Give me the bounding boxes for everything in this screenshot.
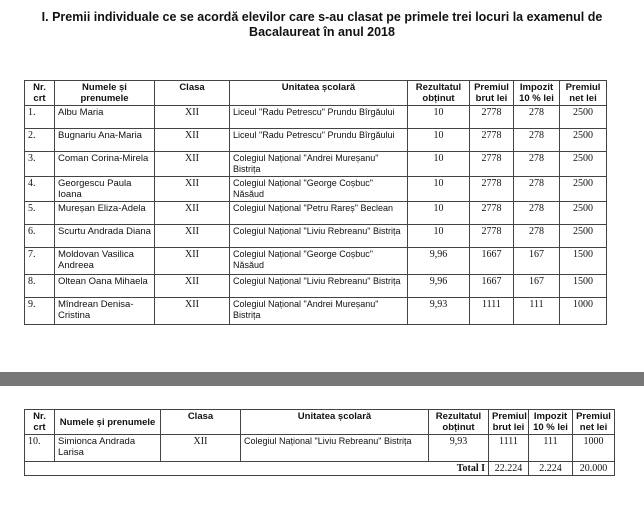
table-row	[25, 152, 607, 177]
cell-school: Colegiul Național "Liviu Rebreanu" Bistrița	[241, 435, 429, 462]
cell-nr: 3.	[25, 152, 55, 177]
cell-class: XII	[155, 202, 230, 225]
cell-nr: 2.	[25, 129, 55, 152]
cell-result: 9,93	[429, 435, 489, 462]
cell-class: XII	[155, 298, 230, 325]
header-gross: Premiul brut lei	[489, 410, 529, 435]
cell-tax: 167	[514, 248, 560, 275]
cell-tax: 278	[514, 129, 560, 152]
awards-table-part-2	[24, 409, 615, 476]
cell-gross: 2778	[470, 225, 514, 248]
cell-net: 2500	[560, 152, 607, 177]
cell-nr: 4.	[25, 177, 55, 202]
cell-gross: 2778	[470, 106, 514, 129]
cell-nr: 7.	[25, 248, 55, 275]
header-result: Rezultatul obținut	[408, 81, 470, 106]
cell-gross: 1111	[489, 435, 529, 462]
cell-tax: 278	[514, 202, 560, 225]
cell-school: Colegiul Național "Liviu Rebreanu" Bistrița	[230, 275, 408, 298]
awards-table-part-1	[24, 80, 607, 325]
cell-result: 9,96	[408, 275, 470, 298]
cell-name: Georgescu Paula Ioana	[55, 177, 155, 202]
cell-class: XII	[155, 129, 230, 152]
cell-name: Mureșan Eliza-Adela	[55, 202, 155, 225]
cell-net: 2500	[560, 129, 607, 152]
cell-name: Albu Maria	[55, 106, 155, 129]
cell-gross: 2778	[470, 177, 514, 202]
cell-gross: 2778	[470, 129, 514, 152]
cell-name: Moldovan Vasilica Andreea	[55, 248, 155, 275]
cell-school: Colegiul Național "Petru Rareș" Beclean	[230, 202, 408, 225]
header-class: Clasa	[161, 410, 241, 435]
table-row	[25, 129, 607, 152]
table-row	[25, 298, 607, 325]
cell-class: XII	[155, 152, 230, 177]
cell-net: 1500	[560, 248, 607, 275]
cell-net: 2500	[560, 106, 607, 129]
cell-class: XII	[155, 275, 230, 298]
cell-net: 1000	[560, 298, 607, 325]
header-result: Rezultatul obținut	[429, 410, 489, 435]
cell-nr: 6.	[25, 225, 55, 248]
cell-nr: 9.	[25, 298, 55, 325]
cell-result: 10	[408, 129, 470, 152]
header-nr: Nr. crt	[25, 410, 55, 435]
table-row	[25, 177, 607, 202]
cell-result: 9,96	[408, 248, 470, 275]
table-row	[25, 248, 607, 275]
cell-gross: 1667	[470, 275, 514, 298]
table-row	[25, 106, 607, 129]
cell-net: 2500	[560, 202, 607, 225]
cell-tax: 167	[514, 275, 560, 298]
cell-tax: 278	[514, 225, 560, 248]
cell-result: 10	[408, 177, 470, 202]
header-net: Premiul net lei	[573, 410, 615, 435]
header-name: Numele și prenumele	[55, 81, 155, 106]
cell-result: 10	[408, 225, 470, 248]
cell-gross: 1111	[470, 298, 514, 325]
cell-net: 1000	[573, 435, 615, 462]
table-header-row	[25, 81, 607, 106]
cell-class: XII	[161, 435, 241, 462]
header-tax: Impozit 10 % lei	[529, 410, 573, 435]
cell-name: Mîndrean Denisa-Cristina	[55, 298, 155, 325]
cell-gross: 2778	[470, 152, 514, 177]
cell-name: Scurtu Andrada Diana	[55, 225, 155, 248]
cell-class: XII	[155, 106, 230, 129]
cell-name: Oltean Oana Mihaela	[55, 275, 155, 298]
total-gross: 22.224	[489, 462, 529, 476]
total-row	[25, 462, 615, 476]
cell-school: Colegiul Național "Andrei Mureșanu" Bistrița	[230, 152, 408, 177]
total-net: 20.000	[573, 462, 615, 476]
cell-tax: 278	[514, 152, 560, 177]
table-row	[25, 435, 615, 462]
cell-tax: 111	[514, 298, 560, 325]
total-tax: 2.224	[529, 462, 573, 476]
cell-class: XII	[155, 225, 230, 248]
cell-tax: 111	[529, 435, 573, 462]
total-label: Total I	[25, 462, 489, 476]
header-nr: Nr. crt	[25, 81, 55, 106]
cell-class: XII	[155, 177, 230, 202]
cell-net: 2500	[560, 177, 607, 202]
cell-net: 2500	[560, 225, 607, 248]
cell-nr: 8.	[25, 275, 55, 298]
cell-tax: 278	[514, 106, 560, 129]
cell-nr: 5.	[25, 202, 55, 225]
cell-nr: 10.	[25, 435, 55, 462]
cell-class: XII	[155, 248, 230, 275]
cell-name: Coman Corina-Mirela	[55, 152, 155, 177]
document-title: I. Premii individuale ce se acordă elevilor care s-au clasat pe primele trei locuri la examenul de Bacalaureat în anul 2018	[41, 10, 603, 39]
cell-school: Colegiul Național "George Coșbuc" Năsăud	[230, 177, 408, 202]
cell-result: 9,93	[408, 298, 470, 325]
cell-school: Liceul "Radu Petrescu" Prundu Bîrgăului	[230, 129, 408, 152]
cell-result: 10	[408, 152, 470, 177]
header-class: Clasa	[155, 81, 230, 106]
cell-name: Bugnariu Ana-Maria	[55, 129, 155, 152]
cell-gross: 2778	[470, 202, 514, 225]
cell-result: 10	[408, 106, 470, 129]
cell-school: Colegiul Național "Andrei Mureșanu" Bistrița	[230, 298, 408, 325]
cell-result: 10	[408, 202, 470, 225]
cell-school: Colegiul Național "Liviu Rebreanu" Bistrița	[230, 225, 408, 248]
cell-net: 1500	[560, 275, 607, 298]
header-gross: Premiul brut lei	[470, 81, 514, 106]
cell-gross: 1667	[470, 248, 514, 275]
header-school: Unitatea școlară	[230, 81, 408, 106]
header-name: Numele și prenumele	[55, 410, 161, 435]
cell-tax: 278	[514, 177, 560, 202]
table-row	[25, 202, 607, 225]
header-tax: Impozit 10 % lei	[514, 81, 560, 106]
page-break-band	[0, 372, 644, 386]
header-school: Unitatea școlară	[241, 410, 429, 435]
table-row	[25, 225, 607, 248]
cell-school: Colegiul Național "George Coșbuc" Năsăud	[230, 248, 408, 275]
cell-nr: 1.	[25, 106, 55, 129]
table-row	[25, 275, 607, 298]
header-net: Premiul net lei	[560, 81, 607, 106]
cell-name: Simionca Andrada Larisa	[55, 435, 161, 462]
cell-school: Liceul "Radu Petrescu" Prundu Bîrgăului	[230, 106, 408, 129]
table-header-row	[25, 410, 615, 435]
